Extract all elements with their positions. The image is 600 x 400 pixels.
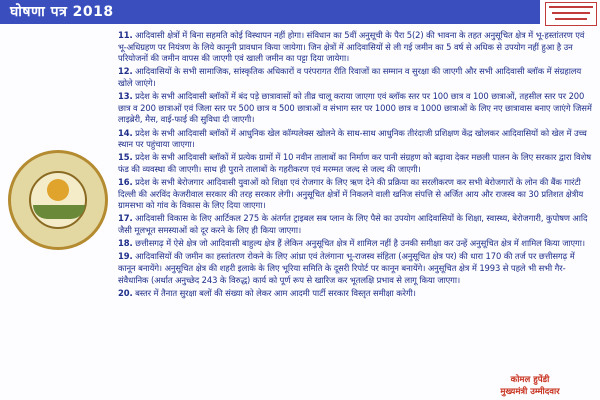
list-item: [118, 91, 592, 126]
page-title: घोषणा पत्र 2018: [0, 0, 540, 24]
item-text: आदिवासियों के सभी सामाजिक, सांस्कृतिक अधिकारों व परंपरागत रीति रिवाजों का सम्मान व सुरक्षा की जाएगी और सभी आदिवासी ब्लॉक में संग्रहालय खोले जाएंगे।: [118, 66, 582, 88]
item-text: छत्तीसगढ़ में ऐसे क्षेत्र जो आदिवासी बाहुल्य क्षेत्र हैं लेकिन अनुसूचित क्षेत्र में शामिल नहीं है उनकी समीक्षा कर उन्हें अनुसूचित क्षेत्र में शामिल किया जाएगा।: [135, 238, 585, 249]
item-number: 17.: [118, 213, 133, 224]
item-text: आदिवासियों की जमीन का हस्तांतरण रोकने के लिए आंध्रा एवं तेलंगाना भू-राजस्व संहिता (अनुसूचित क्षेत्र पर) की धारा 170 की तर्ज पर छत्तीसगढ़ में कानून बनायेंगे। अनुसूचित क्षेत्र की शहरी इलाके के लिए भूरिया समिति के दूसरी रिपोर्ट पर कानून बनायेंगे। अनुसूचित क्षेत्र में 1993 से पहले भी सभी गैर-संवैधानिक (अर्थात अनुच्छेद 243 के विरुद्ध) कार्य को पूर्ण रूप से खारिज कर भूतलक्षि प्रभाव से लागू किया जाएगा।: [118, 251, 575, 285]
signature-block: [470, 374, 590, 398]
list-item: [118, 288, 592, 300]
signatory-role: मुख्यमंत्री उम्मीदवार: [500, 387, 560, 397]
list-item: [118, 251, 592, 286]
list-item: [118, 213, 592, 236]
list-item: [118, 30, 592, 65]
item-text: प्रदेश के सभी बेरोजगार आदिवासी युवाओं को शिक्षा एवं रोजगार के लिए ऋण देने की प्रक्रिया का सरलीकरण कर सभी बेरोजगारों के लोन की बैंक गारंटी दिल्ली की अरविंद केजरीवाल सरकार की तरह सरकार लेगी। अनुसूचित क्षेत्रों में निकलने वाली खनिज संपत्ति से अर्जित आय और राजस्व का 30 प्रतिशत क्षेत्रीय ग्रामसभा को गांव के विकास के लिए दिया जाएगा।: [118, 177, 584, 211]
item-text: प्रदेश के सभी आदिवासी ब्लॉकों में आधुनिक खेल कॉम्पलेक्स खोलने के साथ-साथ आधुनिक तीरंदाजी प्रशिक्षण केंद्र खोलकर आदिवासियों को खेल में उच्च स्थान पर पहुंचाया जाएगा।: [118, 127, 587, 150]
list-item: [118, 238, 592, 250]
header: [0, 0, 600, 26]
item-text: बस्तर में तैनात सुरक्षा बलों की संख्या को लेकर आम आदमी पार्टी सरकार विस्तृत समीक्षा करेगी।: [135, 287, 416, 298]
list-item: [118, 128, 592, 151]
list-item: [118, 152, 592, 175]
item-number: 20.: [118, 287, 133, 298]
item-text: आदिवासी विकास के लिए आर्टिकल 275 के अंतर्गत ट्राइबल सब प्लान के लिए पैसे का उपयोग आदिवासियों के शिक्षा, स्वास्थ्य, बेरोजगारी, कुपोषण आदि जैसी मूलभूत समस्याओं को दूर करने के लिए ही किया जाएगा।: [118, 213, 588, 236]
item-text: प्रदेश के सभी आदिवासी ब्लॉकों में प्रत्येक ग्रामों में 10 नवीन तालाबों का निर्माण कर पानी संग्रहण को बढ़ावा देकर मछली पालन के लिए सरकार द्वारा विशेष फंड की व्यवस्था की जाएगी। साथ ही पुराने तालाबों के गहरीकरण एवं मरम्मत जल्द से जल्द की जाएगी।: [118, 152, 591, 174]
item-number: 11.: [118, 30, 133, 40]
party-logo-icon: [545, 2, 597, 26]
item-number: 18.: [118, 238, 133, 249]
signatory-name: कोमल हुपेंडी: [510, 375, 550, 385]
item-text: आदिवासी क्षेत्रों में बिना सहमति कोई विस्थापन नहीं होगा। संविधान का 5वीं अनुसूची के पैरा 5(2) की भावना के तहत अनुसूचित क्षेत्र में भू-हस्तांतरण एवं भू-अधिग्रहण पर नियंत्रण के लिये कानूनी प्रावधान किया जायेगा। जिन क्षेत्रों में आदिवासियों से ली गई जमीन का 5 वर्ष से अधिक से उपयोग नहीं हुआ है उन परियोजनों की जमीन वापस की जाएगी एवं खाली जमीन का पट्टा दिया जायेगा।: [118, 30, 585, 64]
manifesto-list: [118, 30, 592, 375]
list-item: [118, 66, 592, 89]
item-text: प्रदेश के सभी आदिवासी ब्लॉकों में बंद पड़े छात्रावासों को तीव्र चालू कराया जाएगा एवं ब्लॉक स्तर पर 100 छात्र व 100 छात्राओं, तहसील स्तर पर 200 छात्र व 200 छात्राओं एवं जिला स्तर पर 500 छात्र व 500 छात्राओं व संभाग स्तर पर 1000 छात्र व 1000 छात्राओं के लिए नए छात्रावास बनाए जाएंगे जिसमें लाइब्रेरी, मैस, वाई-फाई की सुविधा दी जाएगी।: [118, 91, 592, 125]
item-number: 19.: [118, 251, 133, 262]
item-number: 14.: [118, 127, 133, 138]
item-number: 15.: [118, 152, 133, 163]
item-number: 12.: [118, 66, 133, 77]
party-emblem-icon: [8, 150, 108, 250]
item-number: 13.: [118, 91, 133, 102]
item-number: 16.: [118, 177, 133, 188]
list-item: [118, 177, 592, 212]
